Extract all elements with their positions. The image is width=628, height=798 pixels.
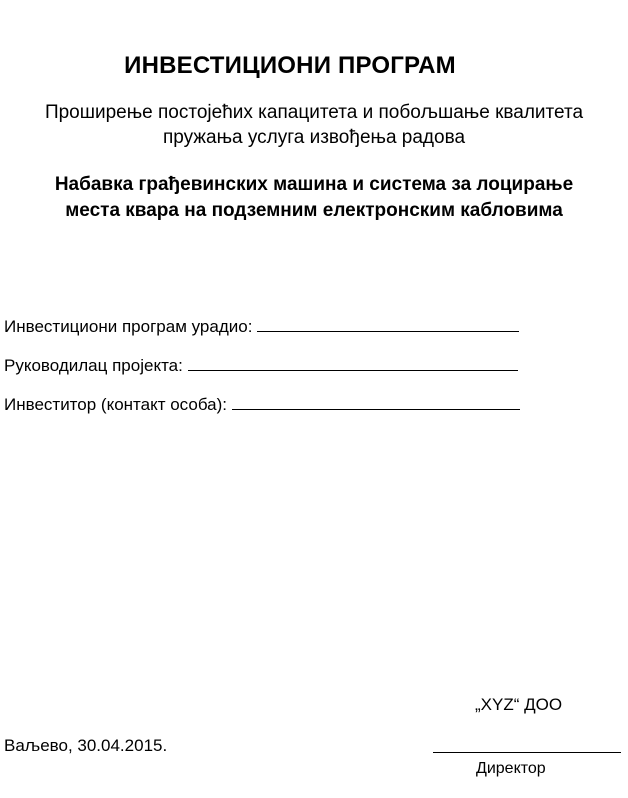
document-subject [0,172,628,224]
project-manager-label: Руководилац пројекта: [4,356,183,375]
project-manager-blank [188,355,518,371]
subtitle-line-1: Проширење постојећих капацитета и побољшање квалитета [44,102,584,123]
prepared-by-field [4,316,519,337]
place-and-date: Ваљево, 30.04.2015. [4,736,168,755]
investor-contact-field [4,394,520,415]
subject-line-1: Набавка грађевинских машина и система за лоцирање [54,174,574,195]
prepared-by-blank [257,316,519,332]
investor-contact-label: Инвеститор (контакт особа): [4,395,228,414]
subject-line-2: места квара на подземним електронским кабловима [65,200,563,221]
prepared-by-label: Инвестициони програм урадио: [4,317,253,336]
document-title: ИНВЕСТИЦИОНИ ПРОГРАМ [124,52,456,79]
signer-title: Директор [476,760,546,777]
project-manager-field [4,355,518,376]
document-subtitle [0,100,628,150]
company-name: „XYZ“ ДОО [475,695,563,714]
signature-line [433,752,621,753]
investor-contact-blank [232,394,520,410]
subtitle-line-2: пружања услуга извођења радова [162,127,466,148]
